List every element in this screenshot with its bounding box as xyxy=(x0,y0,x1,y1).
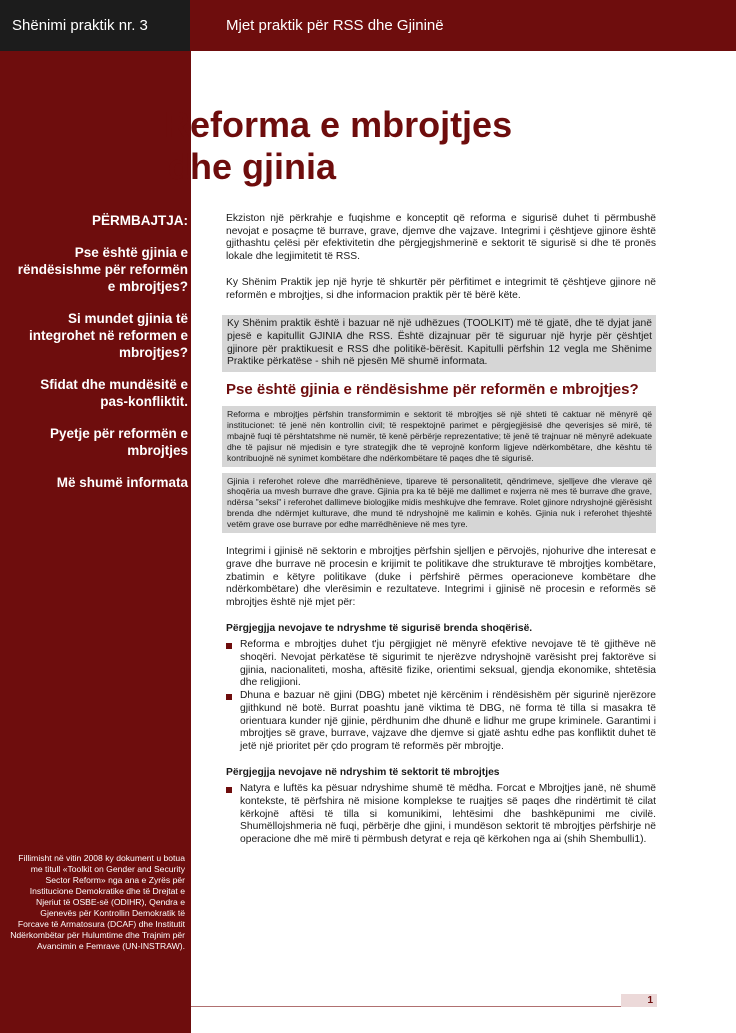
definition-box-defence-reform xyxy=(222,406,656,467)
series-title: Mjet praktik për RSS dhe Gjininë xyxy=(226,17,444,34)
definition-box-gender xyxy=(222,473,656,534)
footer-rule xyxy=(191,1006,657,1007)
list-item-text: Natyra e luftës ka pësuar ndryshime shumë të mëdha. Forcat e Mbrojtjes janë, në shumë kontekste, të përfshira në misione komplekse te ruajtjes së paqes dhe rindërtimit të cilat kërkojnë aftësi të tilla si komunikimi, lehtësimi dhe bashkëpunimi me civilë. Shumëllojshmeria në fuqi, përbërje dhe gjini, i mundëson sektorit të mbrojtjes përfshirje në operacione dhe më mirë ti përmbush detyrat e reja që kërkohen nga ai (shih Shembulli1). xyxy=(240,783,656,846)
publication-note: Fillimisht në vitin 2008 ky dokument u botua me titull «Toolkit on Gender and Security Sector Reform» nga ana e Zyrës për Institucione Demokratike dhe të Drejtat e Njeriut të OSBE-së (ODIHR), Qendra e Gjenevës për Kontrollin Demokratik të Forcave të Armatosura (DCAF) dhe Institutit Ndërkombëtar për Hulumtime dhe Trajnim për Avancimin e Femrave (UN-INSTRAW). xyxy=(10,853,185,951)
bullet-list xyxy=(226,639,656,753)
section-heading: Pse është gjinia e rëndësishme për reformën e mbrojtjes? xyxy=(226,381,639,399)
contents-item[interactable]: Pse është gjinia e rëndësishme për reformën e mbrojtjes? xyxy=(17,245,188,294)
square-bullet-icon xyxy=(226,643,232,649)
definition-text: Reforma e mbrojtjes përfshin transformimin e sektorit të mbrojtjes së një shteti të caktuar në mënyrë që institucionet: të jenë nën kontrollin civil; të respektojnë parimet e përgjegjësisë dhe qeverisjes së mirë, të mbajnë fuqi të përshtatshme në numër, të kenë përbërje reprezentative; të jenë të trajnuar në mënyrë adekuate dhe të pajisur në mjedisin e tyre strategjik dhe të veprojnë konform ligjeve ndërkombëtare, dhe kështu të kontribuojnë në synimet kombëtare dhe ndërkombëtare të paqes dhe të sigurisë. xyxy=(227,409,652,463)
contents-item[interactable]: Sfidat dhe mundësitë e pas-konfliktit. xyxy=(40,377,188,409)
page-title xyxy=(164,104,684,188)
table-of-contents xyxy=(10,212,188,506)
integration-paragraph: Integrimi i gjinisë në sektorin e mbrojtjes përfshin sjelljen e përvojës, njohurive dhe interesat e grave dhe burrave në procesin e krijimit te politikave dhe strukturave të mbrojtjes kombëtare, zbatimin e këtyre politikave (duke i përfshirë përmes operacioneve kombëtare dhe ndërkombëtare) dhe vlerësimin e rezultateve. Integrimi i gjinisë në procesin e reformës së mbrojtjes është një mjet për: xyxy=(226,546,656,608)
definition-text: Gjinia i referohet roleve dhe marrëdhënieve, tipareve të personalitetit, qëndrimeve, sjelljeve dhe vlerave që shoqëria ua mvesh burrave dhe grave. Gjinia pra ka të bëjë me dallimet e nxjerra në mes të burrave dhe grave, ndërsa "seksi" i referohet dallimeve biologjike midis meshkujve dhe femrave. Rolet gjinore ndryshojnë gjërësisht brenda dhe ndërmjet kulturave, dhe mund të ndryshojnë me kalimin e kohës. Gjinia nuk i referohet thjeshtë vetëm grave ose burrave por edhe marrëdhënieve në mes tyre. xyxy=(227,475,653,530)
list-item xyxy=(226,690,656,754)
contents-item[interactable]: Pyetje për reformën e mbrojtjes xyxy=(49,426,188,458)
contents-item[interactable]: Si mundet gjinia të integrohet në reformen e mbrojtjes? xyxy=(28,311,188,360)
intro-paragraph: Ekziston një përkrahje e fuqishme e konceptit që reforma e sigurisë duhet ti përmbushë nevojat e posaçme të burrave, grave, djemve dhe vajzave. Integrimi i çështjeve gjinore është gjithashtu çelësi për efektivitetin dhe përgjegjshmerinë e sektorit të sigurisë si dhe të pronës lokale dhe legjimitetit të RSS. xyxy=(226,213,656,263)
title-line-2: dhe gjinia xyxy=(168,146,337,187)
series-label: Shënimi praktik nr. 3 xyxy=(0,0,190,51)
square-bullet-icon xyxy=(226,787,232,793)
list-item-text: Reforma e mbrojtjes duhet t'ju përgjigjet në mënyrë efektive nevojave të të gjithëve në shoqëri. Nevojat përkatëse të sigurimit te njerëzve ndryshojnë varësisht prej faktorëve si gjinia, nacionaliteti, mosha, aftësitë fizike, orientimi seksual, gjendja ekonomike, shtetësia dhe religjioni. xyxy=(240,639,656,689)
contents-item[interactable]: Më shumë informata xyxy=(56,475,188,490)
page-number: 1 xyxy=(621,994,657,1007)
intro-paragraph: Ky Shënim Praktik jep një hyrje të shkurtër për përfitimet e integrimit të çështjeve gjinore në reformën e mbrojtjes, si dhe informacion praktik për të bërë këte. xyxy=(226,276,656,301)
list-item xyxy=(226,639,656,690)
list-item xyxy=(226,783,656,847)
list-item-text: Dhuna e bazuar në gjini (DBG) mbetet një kërcënim i rëndësishëm për sigurinë njerëzore gjithkund në botë. Burrat poashtu janë viktima të DBG, në forma të tilla si masakra të orientuara kunder një gjinie, përdhunim dhe dhunë e lidhur me grupe kriminele. Garantimi i mbrojtjes së grave, burrave, vajzave dhe djemve si gjatë ashtu edhe pas konfliktit duhet të jetë një prioritet për çdo program të reformës për mbrojtje. xyxy=(240,690,656,752)
sub-heading: Përgjegjja nevojave në ndryshim të sektorit të mbrojtjes xyxy=(226,766,500,778)
main-content xyxy=(226,213,656,860)
contents-heading: PËRMBAJTJA: xyxy=(91,213,188,228)
toolkit-text: Ky Shënim praktik është i bazuar në një udhëzues (TOOLKIT) më të gjatë, dhe të dyjat janë pjesë e kapitullit GJINIA dhe RSS. Është dizajnuar për të siguruar një hyrje për çështjet gjinore për praktikuesit e RSS dhe politikë-bërësit. Kapitulli përfshin 12 vegla me Shënime Praktike përkatëse - shih në pjesën Më shumë informata. xyxy=(227,318,652,368)
square-bullet-icon xyxy=(226,694,232,700)
bullet-list xyxy=(226,783,656,847)
title-line-1: Reforma e mbrojtjes xyxy=(164,104,513,145)
sub-heading: Përgjegjja nevojave te ndryshme të sigurisë brenda shoqërisë. xyxy=(226,622,533,634)
toolkit-box xyxy=(222,315,656,372)
